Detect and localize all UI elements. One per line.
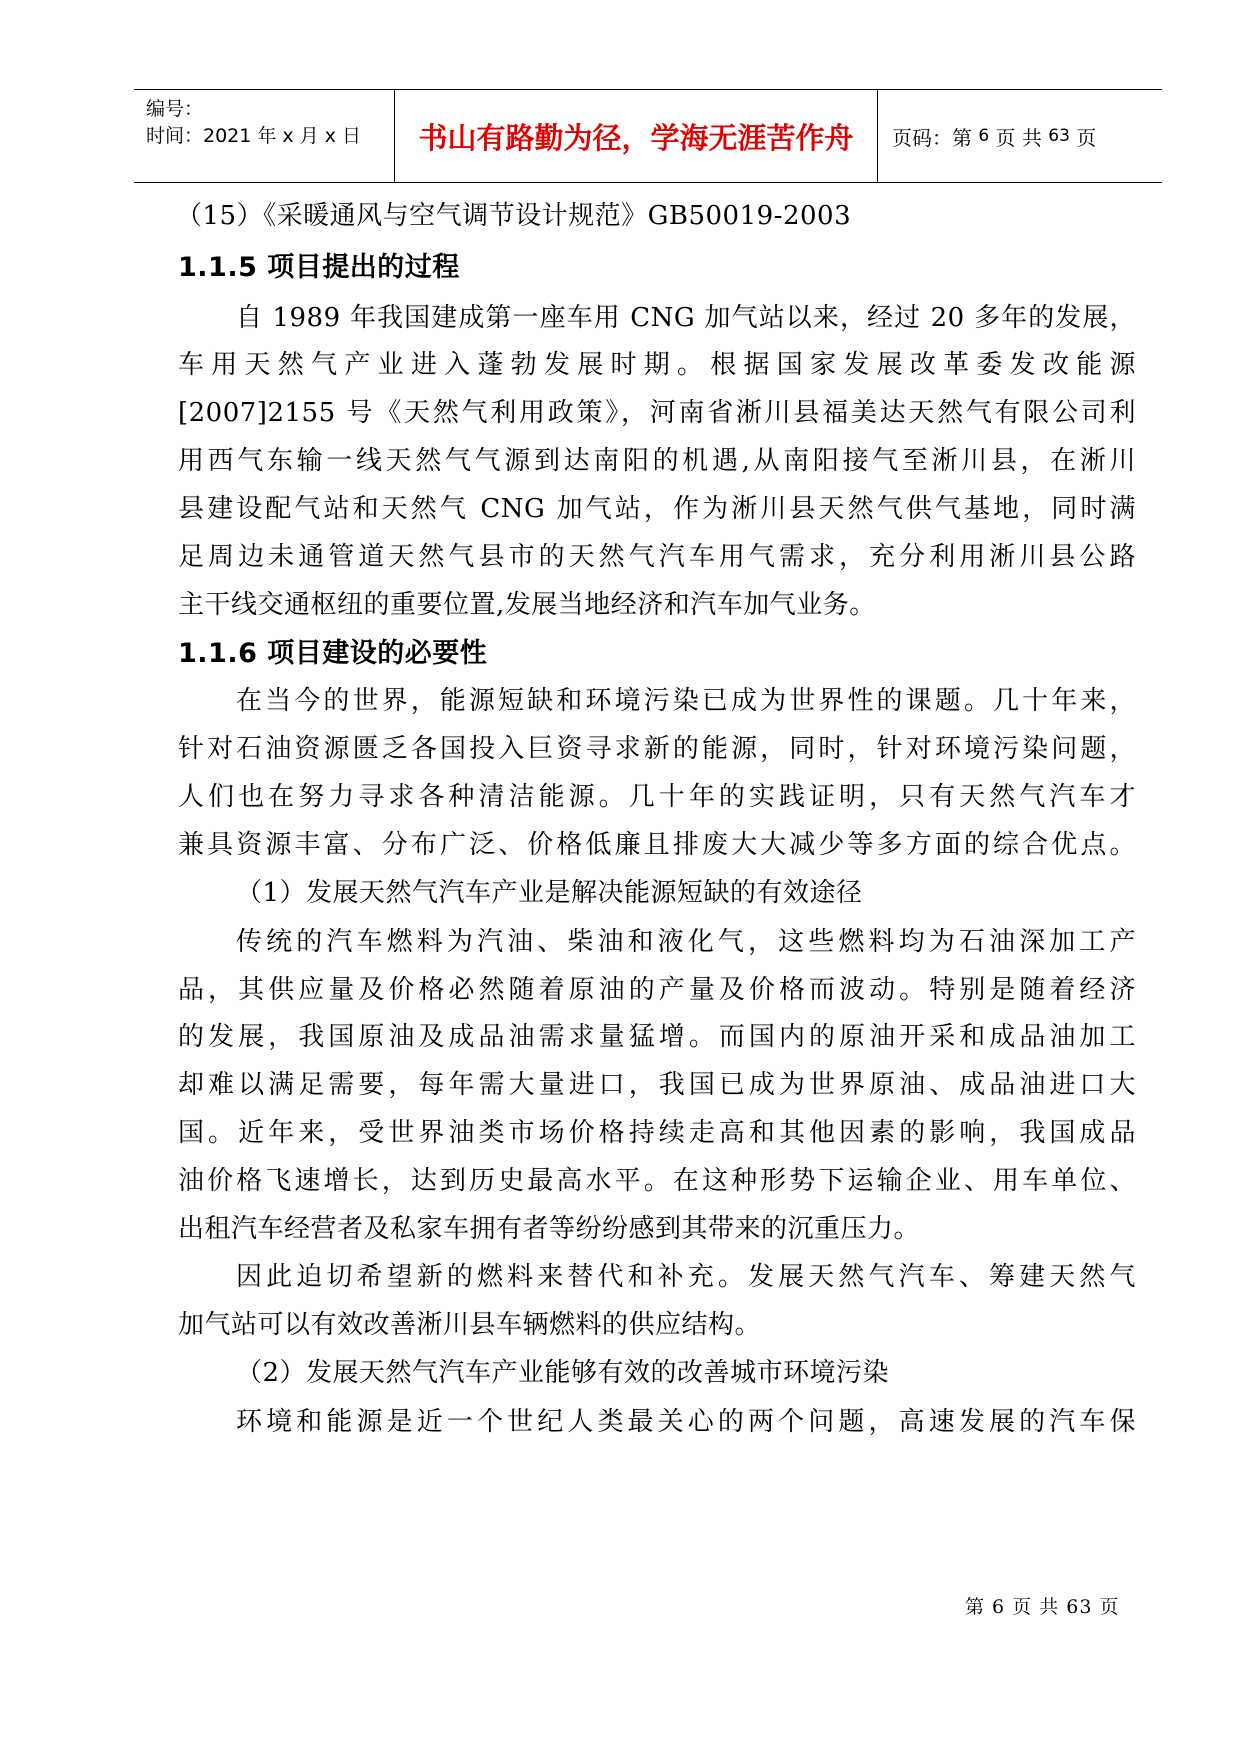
header-page-info xyxy=(878,90,1162,182)
page-label-mid: 页 共 xyxy=(995,125,1042,150)
page-total: 63 xyxy=(1048,126,1070,146)
paragraph-line: [2007]2155 号《天然气利用政策》，河南省淅川县福美达天然气有限公司利 xyxy=(178,398,1136,428)
paragraph-line: 自 1989 年我国建成第一座车用 CNG 加气站以来，经过 20 多年的发展， xyxy=(236,303,1136,333)
paragraph-line: 却难以满足需要，每年需大量进口，我国已成为世界原油、成品油进口大 xyxy=(178,1070,1136,1100)
reference-item-15: （15）《采暖通风与空气调节设计规范》GB50019-2003 xyxy=(176,201,852,231)
number-label: 编号： xyxy=(146,98,204,120)
time-label: 时间：2021 年 x 月 x 日 xyxy=(146,125,362,147)
paragraph-line: 出租汽车经营者及私家车拥有者等纷纷感到其带来的沉重压力。 xyxy=(178,1214,921,1244)
header-motto: 书山有路勤为径，学海无涯苦作舟 xyxy=(394,90,878,182)
paragraph-line: 兼具资源丰富、分布广泛、价格低廉且排废大大减少等多方面的综合优点。 xyxy=(178,830,1136,860)
document-header xyxy=(134,89,1162,183)
paragraph-line: 人们也在努力寻求各种清洁能源。几十年的实践证明，只有天然气汽车才 xyxy=(178,782,1136,812)
paragraph-line: 国。近年来，受世界油类市场价格持续走高和其他因素的影响，我国成品 xyxy=(178,1118,1136,1148)
section-heading-1-1-5: 1.1.5 项目提出的过程 xyxy=(178,252,460,283)
paragraph-line: 在当今的世界，能源短缺和环境污染已成为世界性的课题。几十年来， xyxy=(236,686,1136,716)
paragraph-line: 的发展，我国原油及成品油需求量猛增。而国内的原油开采和成品油加工 xyxy=(178,1022,1136,1052)
paragraph-line: 车用天然气产业进入蓬勃发展时期。根据国家发展改革委发改能源 xyxy=(178,350,1136,380)
page-label-prefix: 页码：第 xyxy=(892,125,972,150)
paragraph-line: 品，其供应量及价格必然随着原油的产量及价格而波动。特别是随着经济 xyxy=(178,975,1136,1005)
paragraph-line: 用西气东输一线天然气气源到达南阳的机遇,从南阳接气至淅川县，在淅川 xyxy=(178,446,1136,476)
subsection-title-1: （1）发展天然气汽车产业是解决能源短缺的有效途径 xyxy=(236,878,863,908)
paragraph-line: 足周边未通管道天然气县市的天然气汽车用气需求，充分利用淅川县公路 xyxy=(178,542,1136,572)
section-heading-1-1-6: 1.1.6 项目建设的必要性 xyxy=(178,638,488,669)
page-footer: 第 6 页 共 63 页 xyxy=(965,1596,1120,1618)
header-meta xyxy=(134,90,394,182)
paragraph-line: 环境和能源是近一个世纪人类最关心的两个问题，高速发展的汽车保 xyxy=(236,1407,1136,1437)
paragraph-line: 针对石油资源匮乏各国投入巨资寻求新的能源，同时，针对环境污染问题， xyxy=(178,734,1136,764)
paragraph-line: 主干线交通枢纽的重要位置,发展当地经济和汽车加气业务。 xyxy=(178,590,876,620)
paragraph-line: 传统的汽车燃料为汽油、柴油和液化气，这些燃料均为石油深加工产 xyxy=(236,927,1136,957)
page-number: 6 xyxy=(978,126,990,146)
paragraph-line: 油价格飞速增长，达到历史最高水平。在这种形势下运输企业、用车单位、 xyxy=(178,1166,1136,1196)
paragraph-line: 因此迫切希望新的燃料来替代和补充。发展天然气汽车、筹建天然气 xyxy=(236,1262,1136,1292)
paragraph-line: 加气站可以有效改善淅川县车辆燃料的供应结构。 xyxy=(178,1310,762,1340)
subsection-title-2: （2）发展天然气汽车产业能够有效的改善城市环境污染 xyxy=(236,1358,890,1388)
page-label-suffix: 页 xyxy=(1076,125,1097,150)
paragraph-line: 县建设配气站和天然气 CNG 加气站，作为淅川县天然气供气基地，同时满 xyxy=(178,494,1136,524)
